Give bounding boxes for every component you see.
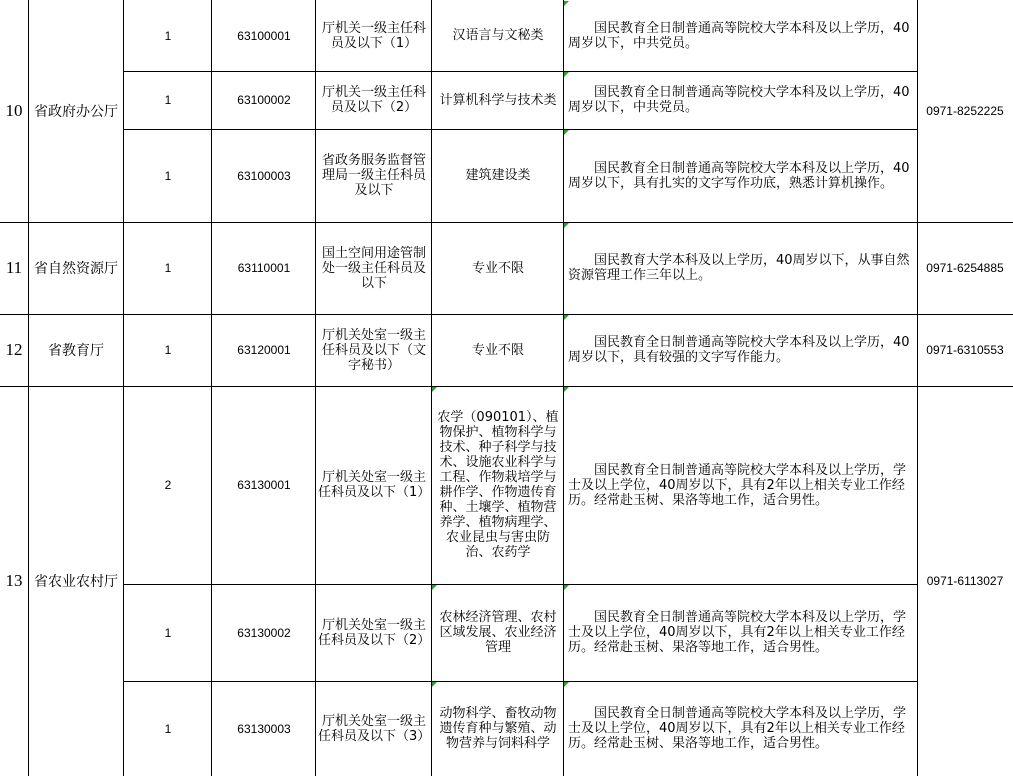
major-cell[interactable]: 汉语言与文秘类 — [452, 28, 544, 43]
comment-marker-icon — [564, 130, 569, 135]
position-cell[interactable]: 厅机关处室一级主任科员及以下（2） — [318, 617, 431, 648]
code-cell[interactable]: 63130002 — [237, 625, 291, 640]
comment-marker-icon — [432, 585, 437, 590]
grid-line — [0, 314, 1013, 315]
grid-line — [0, 386, 1013, 387]
comment-marker-icon — [432, 682, 437, 687]
code-cell[interactable]: 63100001 — [237, 28, 291, 43]
grid-line — [123, 584, 918, 585]
grid-line — [123, 0, 124, 776]
comment-marker-icon — [564, 1, 569, 6]
index-cell[interactable]: 11 — [5, 258, 23, 277]
position-cell[interactable]: 厅机关处室一级主任科员及以下（1） — [318, 470, 431, 500]
department-cell[interactable]: 省农业农村厅 — [34, 574, 118, 590]
requirement-text: 国民教育全日制普通高等院校大学本科及以上学历，学士及以上学位，40周岁以下，具有2年以上相关专业工作经历。经常赴玉树、果洛等地工作，适合男性。 — [568, 610, 907, 655]
phone-cell[interactable]: 0971-8252225 — [926, 104, 1004, 118]
count-cell[interactable]: 1 — [164, 343, 172, 357]
requirement-text: 国民教育全日制普通高等院校大学本科及以上学历，40周岁以下，中共党员。 — [568, 20, 910, 51]
requirement-cell[interactable] — [564, 0, 917, 71]
position-cell[interactable]: 厅机关处室一级主任科员及以下（文字秘书） — [321, 327, 426, 373]
requirement-text: 国民教育全日制普通高等院校大学本科及以上学历，40周岁以下，具有扎实的文字写作功底，熟悉计算机操作。 — [568, 160, 910, 191]
grid-line — [123, 71, 918, 72]
requirement-cell[interactable] — [564, 314, 917, 386]
requirement-text: 国民教育全日制普通高等院校大学本科及以上学历，40周岁以下，具有较强的文字写作能力。 — [568, 335, 910, 365]
index-cell[interactable]: 13 — [5, 571, 23, 590]
requirement-cell[interactable] — [564, 386, 917, 584]
phone-cell[interactable]: 0971-6113027 — [926, 574, 1004, 588]
grid-line — [123, 129, 918, 130]
count-cell[interactable]: 1 — [164, 93, 172, 107]
grid-line — [917, 0, 918, 776]
code-cell[interactable]: 63100002 — [237, 93, 291, 107]
comment-marker-icon — [564, 585, 569, 590]
count-cell[interactable]: 1 — [164, 261, 172, 275]
major-cell[interactable]: 专业不限 — [471, 260, 524, 276]
major-cell[interactable]: 专业不限 — [471, 342, 524, 358]
count-cell[interactable]: 1 — [164, 625, 172, 640]
comment-marker-icon — [564, 315, 569, 320]
grid-line — [315, 0, 316, 776]
phone-cell[interactable]: 0971-6310553 — [926, 343, 1004, 357]
requirement-text: 国民教育全日制普通高等院校大学本科及以上学历，学士及以上学位，40周岁以下，具有2年以上相关专业工作经历。经常赴玉树、果洛等地工作，适合男性。 — [568, 462, 907, 508]
requirement-cell[interactable] — [564, 71, 917, 129]
comment-marker-icon — [564, 682, 569, 687]
position-cell[interactable]: 厅机关处室一级主任科员及以下（3） — [318, 713, 431, 744]
department-cell[interactable]: 省自然资源厅 — [34, 261, 118, 277]
position-cell[interactable]: 省政务服务监督管理局一级主任科员及以下 — [321, 153, 426, 198]
position-cell[interactable]: 厅机关一级主任科员及以下（1） — [321, 20, 426, 51]
requirement-cell[interactable] — [564, 681, 917, 776]
requirement-cell[interactable] — [564, 584, 917, 681]
major-cell[interactable]: 农林经济管理、农村区域发展、农业经济管理 — [439, 610, 557, 655]
major-cell[interactable]: 农学（090101）、植物保护、植物科学与技术、种子科学与技术、设施农业科学与工程、作物栽培学与耕作学、作物遗传育种、土壤学、植物营养学、植物病理学、农业昆虫与害虫防治、农药学 — [437, 410, 559, 560]
grid-line — [123, 681, 918, 682]
count-cell[interactable]: 1 — [164, 168, 172, 183]
department-cell[interactable]: 省政府办公厅 — [34, 104, 118, 120]
code-cell[interactable]: 63130003 — [237, 721, 291, 736]
major-cell[interactable]: 建筑建设类 — [465, 168, 531, 183]
index-cell[interactable]: 12 — [5, 340, 23, 359]
code-cell[interactable]: 63100003 — [237, 168, 291, 183]
count-cell[interactable]: 1 — [164, 28, 172, 43]
department-cell[interactable]: 省教育厅 — [48, 343, 104, 359]
comment-marker-icon — [432, 387, 437, 392]
grid-line — [28, 0, 29, 776]
phone-cell[interactable]: 0971-6254885 — [926, 261, 1004, 275]
comment-marker-icon — [564, 72, 569, 77]
index-cell[interactable]: 10 — [5, 101, 23, 120]
grid-line — [211, 0, 212, 776]
count-cell[interactable]: 2 — [164, 478, 172, 492]
requirement-cell[interactable] — [564, 129, 917, 222]
comment-marker-icon — [564, 387, 569, 392]
count-cell[interactable]: 1 — [164, 721, 172, 736]
position-cell[interactable]: 国土空间用途管制处一级主任科员及以下 — [321, 245, 426, 291]
position-cell[interactable]: 厅机关一级主任科员及以下（2） — [321, 85, 426, 115]
requirement-cell[interactable] — [564, 222, 917, 314]
requirement-text: 国民教育全日制普通高等院校大学本科及以上学历，学士及以上学位，40周岁以下，具有2年以上相关专业工作经历。经常赴玉树、果洛等地工作，适合男性。 — [568, 706, 907, 751]
requirement-text: 国民教育全日制普通高等院校大学本科及以上学历，40周岁以下，中共党员。 — [568, 85, 910, 115]
major-cell[interactable]: 动物科学、畜牧动物遗传育种与繁殖、动物营养与饲料科学 — [439, 706, 557, 751]
major-cell[interactable]: 计算机科学与技术类 — [439, 92, 557, 108]
grid-line — [0, 222, 1013, 223]
comment-marker-icon — [564, 223, 569, 228]
code-cell[interactable]: 63120001 — [237, 343, 291, 357]
code-cell[interactable]: 63110001 — [237, 261, 291, 275]
code-cell[interactable]: 63130001 — [237, 478, 291, 492]
requirement-text: 国民教育大学本科及以上学历，40周岁以下，从事自然资源管理工作三年以上。 — [568, 253, 910, 283]
